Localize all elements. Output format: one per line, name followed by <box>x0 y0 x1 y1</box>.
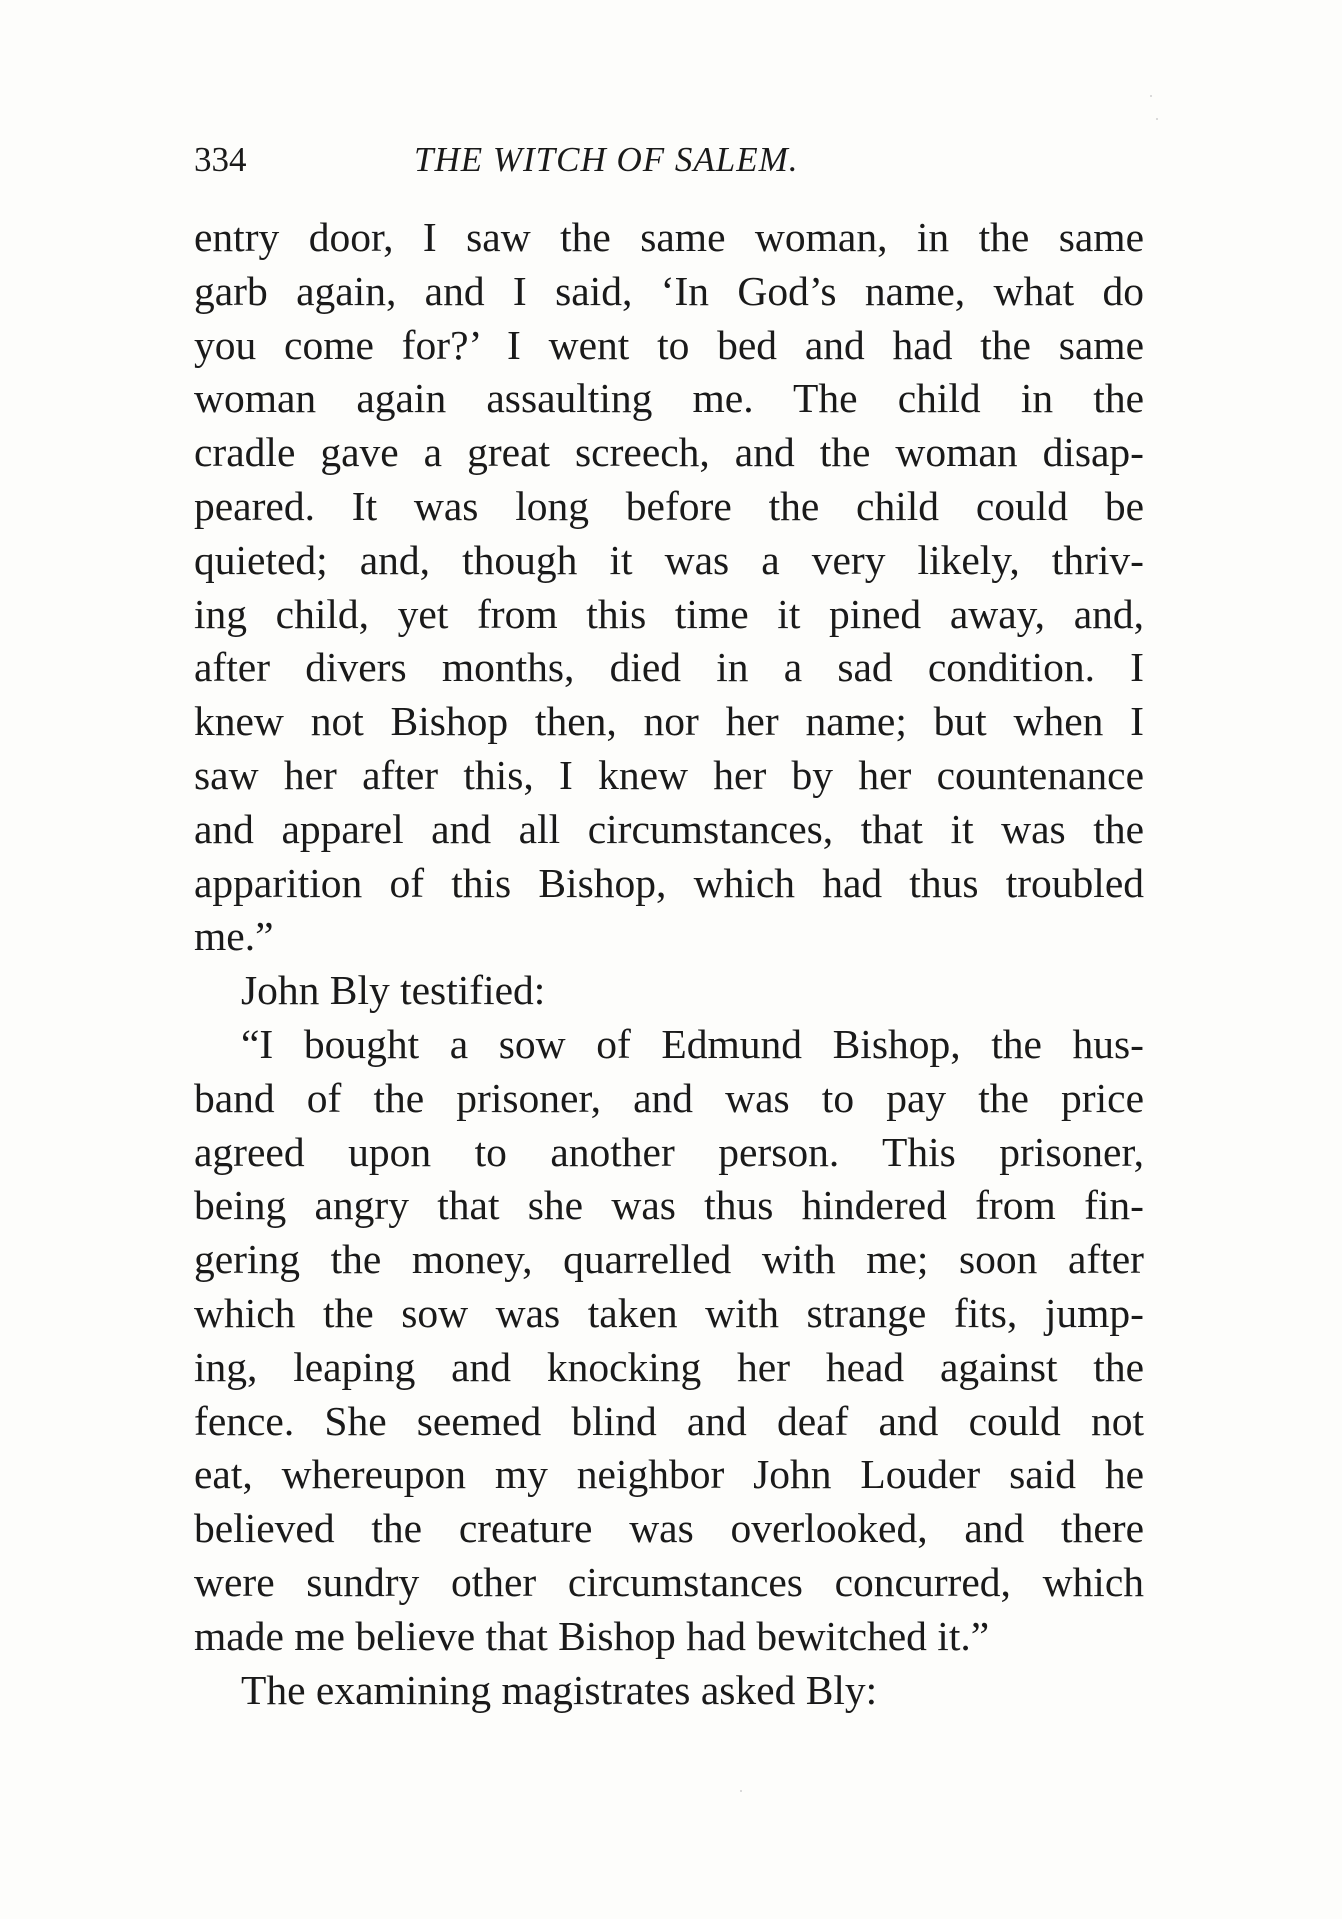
text-line: cradle gave a great screech, and the woman disap- <box>194 429 1144 476</box>
text-line: were sundry other circumstances concurred, which <box>194 1558 1144 1605</box>
text-line: after divers months, died in a sad condition. I <box>194 644 1144 691</box>
text-line: peared. It was long before the child could be <box>194 482 1144 529</box>
text-line: garb again, and I said, ‘In God’s name, what do <box>194 267 1144 314</box>
text-line: saw her after this, I knew her by her countenance <box>194 751 1144 798</box>
text-line: me.” <box>194 913 274 960</box>
running-head <box>194 140 1144 180</box>
text-line: you come for?’ I went to bed and had the same <box>194 321 1144 368</box>
text-line: apparition of this Bishop, which had thus troubled <box>194 859 1144 906</box>
text-line: John Bly testified: <box>241 967 546 1014</box>
text-line: agreed upon to another person. This prisoner, <box>194 1128 1144 1175</box>
text-line: knew not Bishop then, nor her name; but when I <box>194 698 1144 745</box>
page-number: 334 <box>194 140 247 179</box>
text-line: ing, leaping and knocking her head against the <box>194 1343 1144 1390</box>
paper-speck <box>740 1790 742 1792</box>
text-line: ing child, yet from this time it pined away, and, <box>194 590 1144 637</box>
text-line: woman again assaulting me. The child in the <box>194 375 1144 422</box>
text-line: gering the money, quarrelled with me; soon after <box>194 1236 1144 1283</box>
text-line: entry door, I saw the same woman, in the same <box>194 214 1144 260</box>
text-line: being angry that she was thus hindered from fin- <box>194 1182 1144 1229</box>
text-line: fence. She seemed blind and deaf and could not <box>194 1397 1144 1444</box>
text-line: believed the creature was overlooked, and there <box>194 1505 1144 1552</box>
paper-speck <box>1156 118 1158 120</box>
paper-speck <box>1150 95 1152 97</box>
text-line: quieted; and, though it was a very likely, thriv- <box>194 536 1144 583</box>
text-line: band of the prisoner, and was to pay the price <box>194 1074 1144 1121</box>
text-line: and apparel and all circumstances, that it was the <box>194 805 1144 852</box>
running-title: THE WITCH OF SALEM. <box>414 140 799 179</box>
text-line: made me believe that Bishop had bewitched it.” <box>194 1612 990 1659</box>
text-line: The examining magistrates asked Bly: <box>241 1666 878 1713</box>
text-line: which the sow was taken with strange fits, jump- <box>194 1289 1144 1336</box>
text-line: “I bought a sow of Edmund Bishop, the hus- <box>241 1020 1144 1067</box>
text-line: eat, whereupon my neighbor John Louder said he <box>194 1451 1144 1498</box>
body-text <box>194 211 1144 1717</box>
